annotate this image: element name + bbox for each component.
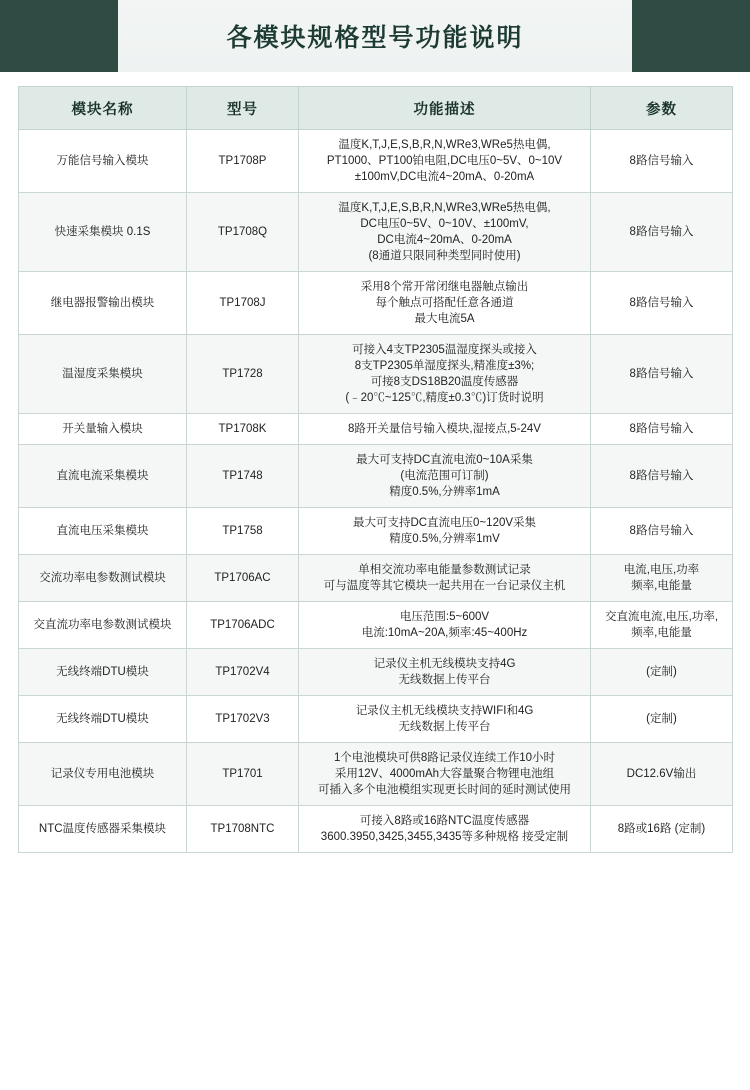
- description-line: 无线数据上传平台: [398, 721, 491, 733]
- table-row: [19, 414, 733, 445]
- cell-function-description: [299, 193, 591, 272]
- description-line: 单相交流功率电能量参数测试记录: [358, 564, 531, 576]
- cell-module-name: 无线终端DTU模块: [19, 696, 187, 743]
- cell-parameter: [591, 335, 733, 414]
- cell-function-description: [299, 508, 591, 555]
- cell-parameter: [591, 806, 733, 853]
- table-row: [19, 335, 733, 414]
- cell-parameter: [591, 555, 733, 602]
- cell-model: TP1728: [187, 335, 299, 414]
- cell-model: TP1758: [187, 508, 299, 555]
- cell-model: TP1708Q: [187, 193, 299, 272]
- parameter-line: 8路信号输入: [629, 297, 694, 309]
- description-line: 精度0.5%,分辨率1mV: [389, 533, 500, 545]
- cell-parameter: [591, 414, 733, 445]
- description-line: 精度0.5%,分辨率1mA: [389, 486, 500, 498]
- cell-parameter: [591, 649, 733, 696]
- cell-model: TP1748: [187, 445, 299, 508]
- table-row: [19, 508, 733, 555]
- spec-table: [18, 86, 733, 853]
- parameter-line: 交直流电流,电压,功率,: [604, 611, 719, 623]
- table-body: [19, 130, 733, 853]
- cell-model: TP1701: [187, 743, 299, 806]
- cell-model: TP1706AC: [187, 555, 299, 602]
- column-header-parameter: 参数: [591, 87, 733, 130]
- cell-function-description: [299, 806, 591, 853]
- description-line: 采用8个常开常闭继电器触点输出: [360, 281, 529, 293]
- description-line: 最大电流5A: [414, 313, 475, 325]
- cell-module-name: 万能信号输入模块: [19, 130, 187, 193]
- cell-model: TP1708J: [187, 272, 299, 335]
- cell-parameter: [591, 602, 733, 649]
- parameter-line: 8路信号输入: [629, 226, 694, 238]
- description-line: 可与温度等其它模块一起共用在一台记录仪主机: [323, 580, 566, 592]
- cell-module-name: 继电器报警输出模块: [19, 272, 187, 335]
- description-line: 8支TP2305单湿度探头,精准度±3%;: [354, 360, 535, 372]
- cell-model: TP1708P: [187, 130, 299, 193]
- description-line: DC电流4~20mA、0-20mA: [377, 234, 512, 246]
- cell-model: TP1708K: [187, 414, 299, 445]
- page-title: 各模块规格型号功能说明: [226, 24, 524, 52]
- cell-function-description: [299, 649, 591, 696]
- cell-module-name: 交直流功率电参数测试模块: [19, 602, 187, 649]
- cell-parameter: [591, 272, 733, 335]
- parameter-line: 8路或16路 (定制): [617, 823, 706, 835]
- description-line: 记录仪主机无线模块支持WIFI和4G: [355, 705, 534, 717]
- parameter-line: 8路信号输入: [629, 525, 694, 537]
- cell-parameter: [591, 193, 733, 272]
- table-row: [19, 743, 733, 806]
- description-line: 电压范围:5~600V: [399, 611, 490, 623]
- cell-module-name: 记录仪专用电池模块: [19, 743, 187, 806]
- cell-function-description: [299, 414, 591, 445]
- parameter-line: (定制): [646, 666, 677, 678]
- cell-module-name: 快速采集模块 0.1S: [19, 193, 187, 272]
- cell-module-name: 交流功率电参数测试模块: [19, 555, 187, 602]
- cell-parameter: [591, 743, 733, 806]
- cell-function-description: [299, 272, 591, 335]
- cell-function-description: [299, 555, 591, 602]
- description-line: 温度K,T,J,E,S,B,R,N,WRe3,WRe5热电偶,: [338, 139, 551, 151]
- cell-model: TP1702V3: [187, 696, 299, 743]
- cell-parameter: [591, 696, 733, 743]
- parameter-line: 频率,电能量: [631, 627, 692, 639]
- table-row: [19, 445, 733, 508]
- description-line: 每个触点可搭配任意各通道: [375, 297, 514, 309]
- description-line: (8通道只限同种类型同时使用): [368, 250, 521, 262]
- description-line: 采用12V、4000mAh大容量聚合物锂电池组: [334, 768, 555, 780]
- table-row: [19, 649, 733, 696]
- description-line: 可接8支DS18B20温度传感器: [370, 376, 519, 388]
- cell-function-description: [299, 602, 591, 649]
- table-row: [19, 806, 733, 853]
- description-line: 最大可支持DC直流电压0~120V采集: [352, 517, 537, 529]
- cell-model: TP1708NTC: [187, 806, 299, 853]
- cell-module-name: 无线终端DTU模块: [19, 649, 187, 696]
- cell-module-name: 温湿度采集模块: [19, 335, 187, 414]
- cell-module-name: 开关量输入模块: [19, 414, 187, 445]
- table-header-row: [19, 87, 733, 130]
- description-line: PT1000、PT100铂电阻,DC电压0~5V、0~10V: [326, 155, 563, 167]
- page-header: [0, 0, 750, 72]
- description-line: 记录仪主机无线模块支持4G: [373, 658, 516, 670]
- cell-parameter: [591, 445, 733, 508]
- table-row: [19, 272, 733, 335]
- table-row: [19, 602, 733, 649]
- table-row: [19, 193, 733, 272]
- cell-function-description: [299, 445, 591, 508]
- description-line: 可接入8路或16路NTC温度传感器: [359, 815, 530, 827]
- parameter-line: 电流,电压,功率: [623, 564, 700, 576]
- description-line: 可插入多个电池模组实现更长时间的延时测试使用: [318, 784, 571, 796]
- description-line: 3600.3950,3425,3455,3435等多种规格 接受定制: [320, 831, 569, 843]
- description-line: 1个电池模块可供8路记录仪连续工作10小时: [333, 752, 556, 764]
- description-line: (电流范围可订制): [400, 470, 489, 482]
- header-right-block: [632, 0, 750, 72]
- parameter-line: 8路信号输入: [629, 470, 694, 482]
- description-line: DC电压0~5V、0~10V、±100mV,: [360, 218, 529, 230]
- parameter-line: 8路信号输入: [629, 423, 694, 435]
- cell-function-description: [299, 696, 591, 743]
- description-line: 无线数据上传平台: [398, 674, 491, 686]
- cell-parameter: [591, 508, 733, 555]
- description-line: 电流:10mA~20A,频率:45~400Hz: [361, 627, 528, 639]
- column-header-function: 功能描述: [299, 87, 591, 130]
- description-line: 最大可支持DC直流电流0~10A采集: [356, 454, 533, 466]
- description-line: 可接入4支TP2305温湿度探头或接入: [352, 344, 537, 356]
- cell-module-name: 直流电流采集模块: [19, 445, 187, 508]
- cell-model: TP1702V4: [187, 649, 299, 696]
- cell-function-description: [299, 130, 591, 193]
- cell-parameter: [591, 130, 733, 193]
- parameter-line: 8路信号输入: [629, 155, 694, 167]
- description-line: ±100mV,DC电流4~20mA、0-20mA: [354, 171, 535, 183]
- description-line: 温度K,T,J,E,S,B,R,N,WRe3,WRe5热电偶,: [338, 202, 551, 214]
- table-header: [19, 87, 733, 130]
- cell-function-description: [299, 743, 591, 806]
- parameter-line: (定制): [646, 713, 677, 725]
- spec-table-wrapper: [0, 72, 750, 853]
- description-line: (﹣20℃~125℃,精度±0.3℃)订货时说明: [345, 392, 544, 404]
- table-row: [19, 696, 733, 743]
- parameter-line: 8路信号输入: [629, 368, 694, 380]
- parameter-line: DC12.6V输出: [626, 768, 697, 780]
- header-left-block: [0, 0, 118, 72]
- description-line: 8路开关量信号输入模块,湿接点,5-24V: [348, 423, 541, 435]
- cell-module-name: NTC温度传感器采集模块: [19, 806, 187, 853]
- cell-module-name: 直流电压采集模块: [19, 508, 187, 555]
- table-row: [19, 555, 733, 602]
- cell-model: TP1706ADC: [187, 602, 299, 649]
- column-header-model: 型号: [187, 87, 299, 130]
- cell-function-description: [299, 335, 591, 414]
- column-header-module-name: 模块名称: [19, 87, 187, 130]
- parameter-line: 频率,电能量: [631, 580, 692, 592]
- table-row: [19, 130, 733, 193]
